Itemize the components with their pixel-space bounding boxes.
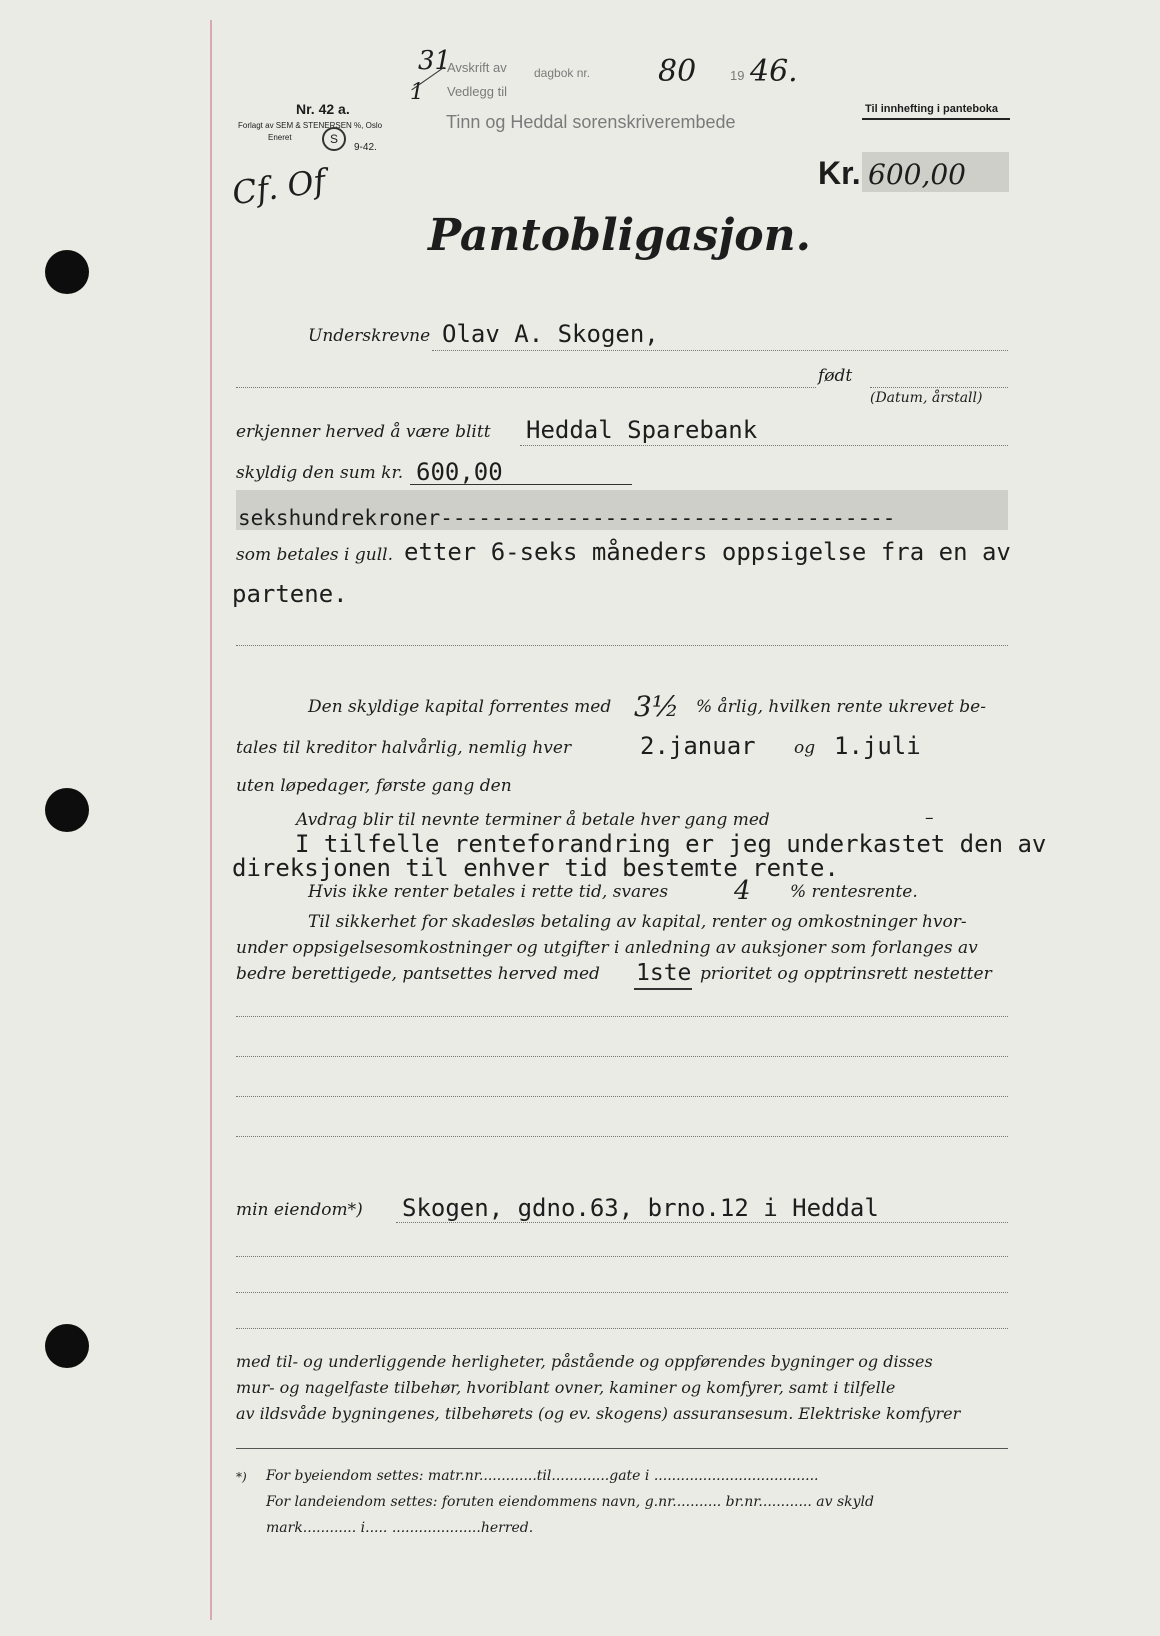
year-prefix: 19 [730,68,745,83]
punch-hole-icon [45,1324,89,1368]
payment-terms-1: etter 6-seks måneders oppsigelse fra en av [404,538,1011,566]
interest-dash: – [925,808,934,828]
sum-amount: 600,00 [416,458,503,486]
blank-line [236,1136,1008,1137]
hand-date-top: 31 [418,46,452,76]
form-number: Nr. 42 a. [296,101,350,117]
priority-value: 1ste [636,960,692,986]
appurtenances-line-3: av ildsvåde bygningenes, tilbehørets (og ev. skogens) assuransesum. Elektriske komfyrer [236,1404,961,1423]
payment-label: som betales i gull. [236,545,393,565]
stamp-office: Tinn og Heddal sorenskriverembede [446,112,736,132]
stamp-line-1: Avskrift av [447,60,507,75]
interest-text-5: Avdrag blir til nevnte terminer å betale hver gang med [296,810,770,830]
publisher-eneret: Eneret [268,133,292,142]
page-title: Pantobligasjon. [428,210,811,261]
interest-text-1: Den skyldige kapital forrentes med [308,697,612,717]
right-note: Til innhefting i panteboka [865,103,999,115]
blank-line [236,645,1008,646]
print-date: 9-42. [354,142,377,153]
appurtenances-line-1: med til- og underliggende herligheter, påstående og oppførendes bygninger og disses [236,1352,933,1371]
margin-rule [210,20,212,1620]
interest-rate: 3½ [634,690,679,723]
hand-dagbok-number: 80 [658,54,697,89]
publisher-line: Forlagt av SEM & STENERSEN %, Oslo [238,121,383,130]
interest-text-4: uten løpedager, første gang den [236,776,512,796]
blank-line [236,1056,1008,1057]
creditor-name: Heddal Sparebank [526,416,758,444]
creditor-label: erkjenner herved å være blitt [236,422,491,442]
sum-label: skyldig den sum kr. [236,463,404,483]
security-line-2: under oppsigelsesomkostninger og utgifter i anledning av auksjoner som forlanges av [236,938,978,958]
typed-note-2: direksjonen til enhver tid bestemte rente. [232,854,839,882]
blank-line [236,1292,1008,1293]
debtor-line-2 [236,387,816,388]
hand-date-bottom: 1 [410,80,424,105]
stamp-line-2: Vedlegg til [447,84,507,99]
interest-date-1: 2.januar [640,732,756,760]
debtor-name: Olav A. Skogen, [442,320,659,348]
creditor-line [520,445,1008,446]
payment-terms-2: partene. [232,580,348,608]
right-note-rule [862,118,1010,120]
currency-label: Kr. [818,155,861,191]
property-value: Skogen, gdno.63, brno.12 i Heddal [402,1194,879,1222]
property-line [396,1222,1008,1223]
footnote-divider [236,1448,1008,1449]
debtor-line [432,350,1008,351]
security-line-1: Til sikkerhet for skadesløs betaling av kapital, renter og omkostninger hvor- [308,912,967,932]
interest-og: og [794,738,816,758]
punch-hole-icon [45,250,89,294]
footnote-marker: *) [236,1470,247,1484]
blank-line [236,1016,1008,1017]
born-hint: (Datum, årstall) [870,390,983,406]
interest-text-6: Hvis ikke renter betales i rette tid, svares [308,882,669,902]
born-label: født [818,366,853,386]
blank-line [236,1328,1008,1329]
property-label: min eiendom*) [236,1200,363,1220]
debtor-label: Underskrevne [308,326,431,346]
amount-box-value: 600,00 [868,158,966,191]
appurtenances-line-2: mur- og nagelfaste tilbehør, hvoriblant ovner, kaminer og komfyrer, samt i tilfelle [236,1378,896,1397]
footnote-line-3: mark............ i..... ....................herred. [266,1520,534,1536]
born-line [870,387,1008,388]
blank-line [236,1256,1008,1257]
security-line-3b: prioritet og opptrinsrett nestetter [700,964,992,984]
typed-note-1: I tilfelle renteforandring er jeg underkastet den av [295,830,1047,858]
penalty-rate: 4 [734,876,751,906]
publisher-logo-icon: S [322,127,346,151]
interest-date-2: 1.juli [834,732,921,760]
priority-underline [634,988,692,990]
footnote-line-2: For landeiendom settes: foruten eiendommens navn, g.nr........... br.nr............ av skyld [266,1494,874,1510]
security-line-3a: bedre berettigede, pantsettes herved med [236,964,600,984]
interest-text-7: % rentesrente. [790,882,918,902]
interest-text-3: tales til kreditor halvårlig, nemlig hver [236,738,572,758]
margin-note: Cf. Of [229,161,328,213]
punch-hole-icon [45,788,89,832]
sum-underline [410,484,632,485]
blank-line [236,1096,1008,1097]
interest-text-2: % årlig, hvilken rente ukrevet be- [696,697,986,717]
sum-in-words: sekshundrekroner------------------------------------ [238,506,896,530]
hand-year: 46. [750,54,798,89]
footnote-line-1: For byeiendom settes: matr.nr.............til.............gate i ..................................... [266,1468,819,1484]
stamp-dagbok: dagbok nr. [534,66,591,80]
